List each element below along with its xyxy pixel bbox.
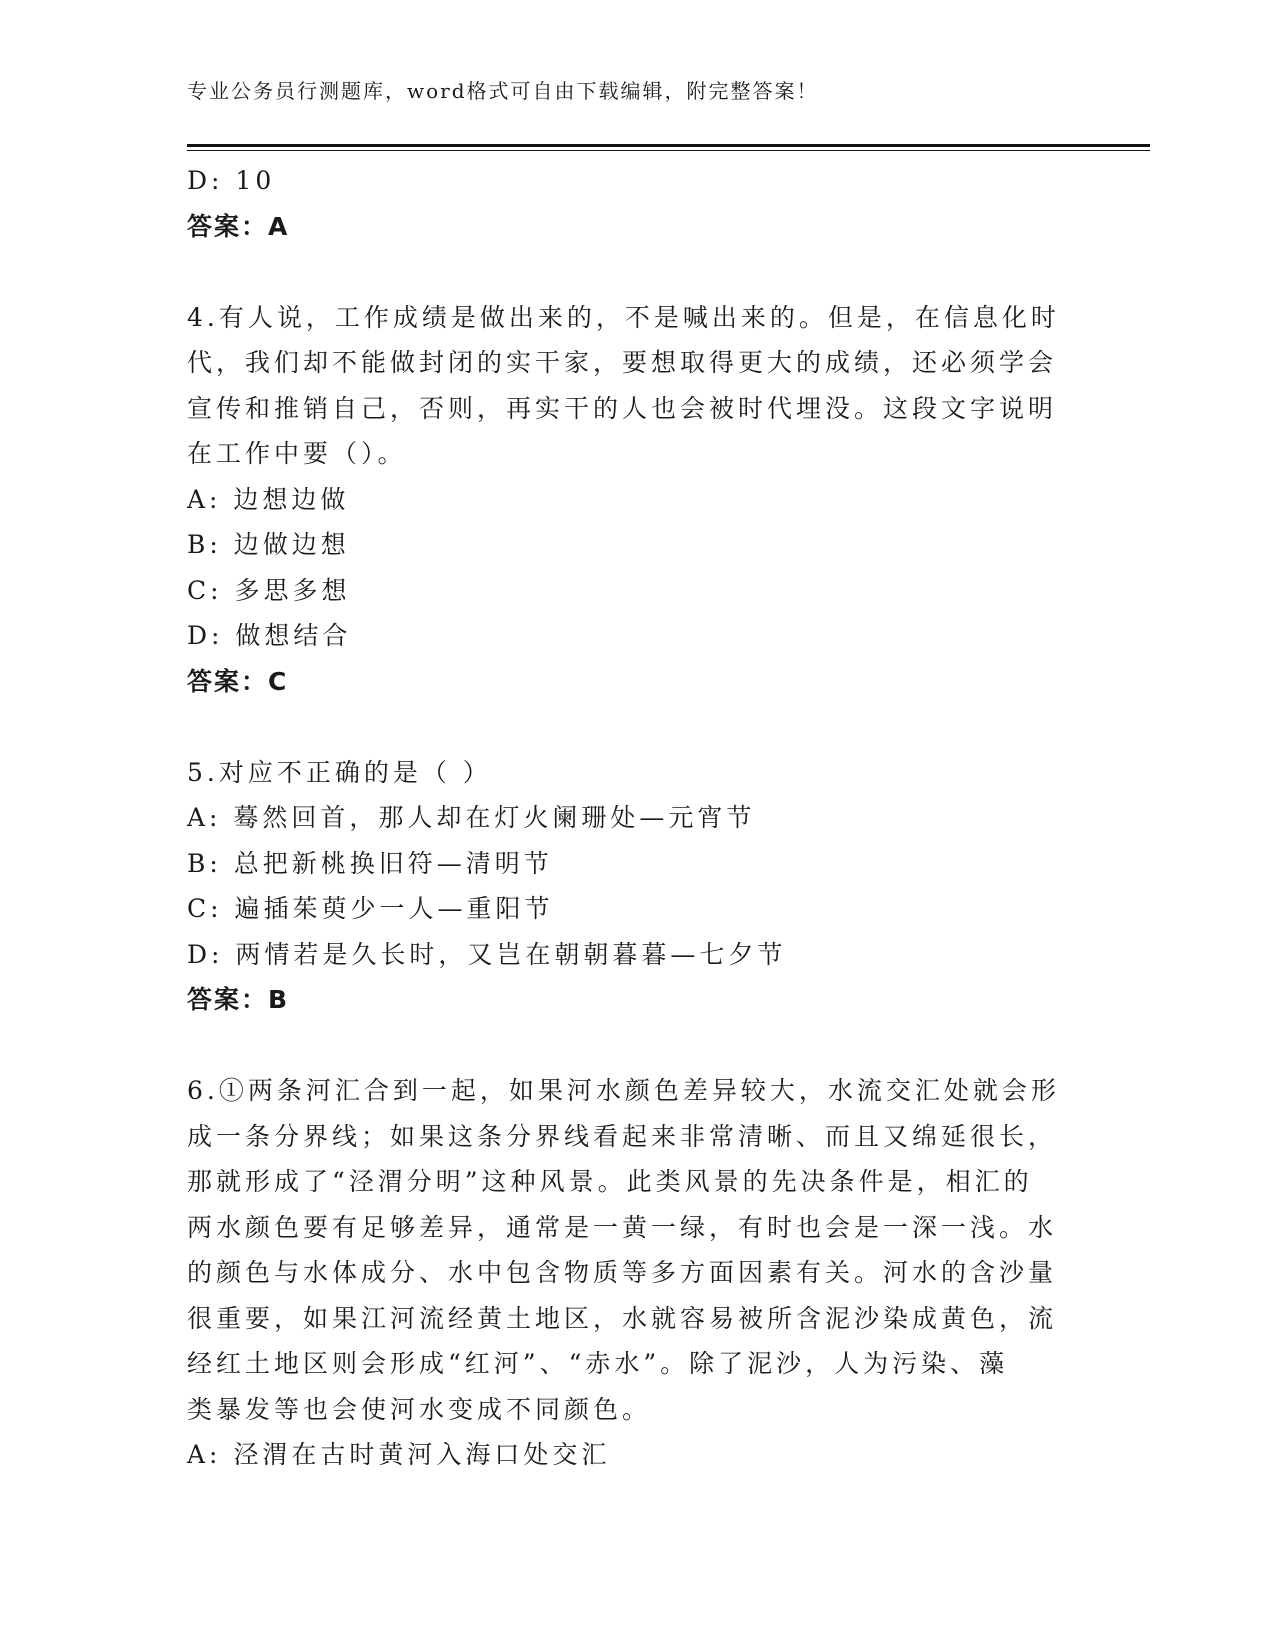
- question-content: [187, 158, 1067, 1478]
- spacer: [187, 249, 1067, 295]
- q6-stem-line: 的颜色与水体成分、水中包含物质等多方面因素有关。河水的含沙量: [187, 1258, 1058, 1287]
- q6-stem-line: 那就形成了“泾渭分明”这种风景。此类风景的先决条件是，相汇的: [187, 1167, 1033, 1196]
- page-header: 专业公务员行测题库，word格式可自由下载编辑，附完整答案！: [187, 79, 819, 103]
- q6-stem-line: 6.①两条河汇合到一起，如果河水颜色差异较大，水流交汇处就会形: [187, 1076, 1060, 1105]
- q6-stem-line: 很重要，如果江河流经黄土地区，水就容易被所含泥沙染成黄色，流: [187, 1303, 1058, 1333]
- q4-stem-line: 宣传和推销自己，否则，再实干的人也会被时代埋没。这段文字说明: [187, 393, 1058, 423]
- q3-answer: 答案：A: [187, 211, 290, 241]
- q5-option-c: C: 遍插茱萸少一人—重阳节: [187, 894, 554, 923]
- q4-option-c: C: 多思多想: [187, 575, 351, 605]
- q4-option-a: A: 边想边做: [187, 484, 350, 514]
- q4-answer: 答案：C: [187, 666, 289, 696]
- q5-answer: 答案：B: [187, 985, 290, 1014]
- spacer: [187, 1023, 1067, 1069]
- q5-option-a: A: 蓦然回首，那人却在灯火阑珊处—元宵节: [187, 803, 756, 832]
- q6-stem-line: 成一条分界线；如果这条分界线看起来非常清晰、而且又绵延很长，: [187, 1121, 1058, 1151]
- q4-option-d: D: 做想结合: [187, 621, 352, 650]
- q6-stem-line: 经红土地区则会形成“红河”、“赤水”。除了泥沙，人为污染、藻: [187, 1349, 1009, 1378]
- q4-stem-line: 代，我们却不能做封闭的实干家，要想取得更大的成绩，还必须学会: [187, 348, 1058, 377]
- spacer: [187, 704, 1067, 750]
- header-rule-thin: [187, 150, 1150, 151]
- q6-stem-line: 类暴发等也会使河水变成不同颜色。: [187, 1394, 652, 1424]
- q4-stem-line: 在工作中要（）。: [187, 439, 407, 468]
- q5-option-b: B: 总把新桃换旧符—清明节: [187, 848, 553, 878]
- q3-option-d: D: 10: [187, 166, 276, 195]
- q6-option-a: A: 泾渭在古时黄河入海口处交汇: [187, 1440, 611, 1469]
- q5-option-d: D: 两情若是久长时，又岂在朝朝暮暮—七夕节: [187, 939, 787, 969]
- q4-option-b: B: 边做边想: [187, 530, 350, 559]
- q5-stem-line: 5.对应不正确的是（ ）: [187, 757, 492, 787]
- q6-stem-line: 两水颜色要有足够差异，通常是一黄一绿，有时也会是一深一浅。水: [187, 1212, 1058, 1242]
- q4-stem-line: 4.有人说，工作成绩是做出来的，不是喊出来的。但是，在信息化时: [187, 302, 1060, 332]
- header-rule-thick: [187, 144, 1150, 147]
